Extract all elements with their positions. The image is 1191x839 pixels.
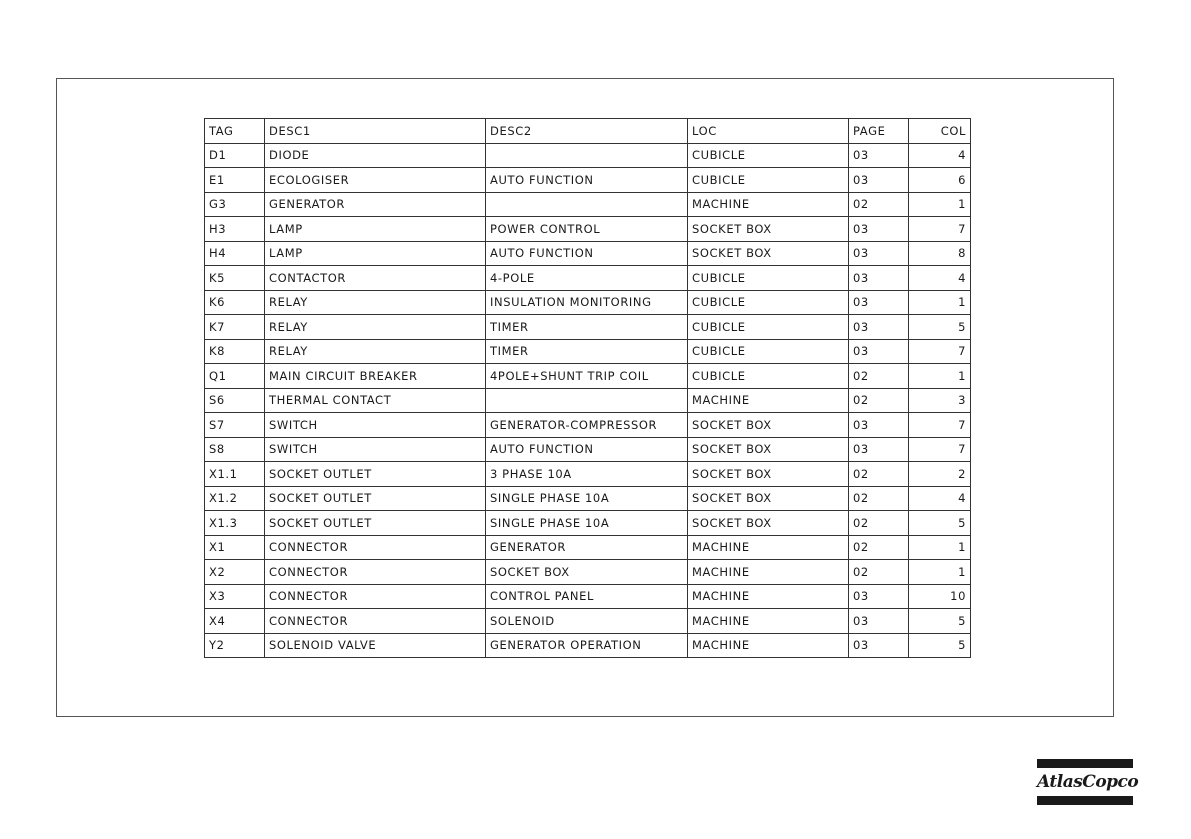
cell-desc1: SWITCH [265, 437, 486, 462]
cell-desc1: CONTACTOR [265, 266, 486, 291]
table-row [205, 584, 971, 609]
cell-desc2 [486, 143, 688, 168]
cell-page: 03 [849, 584, 909, 609]
cell-page: 03 [849, 241, 909, 266]
cell-desc1: DIODE [265, 143, 486, 168]
cell-tag: H3 [205, 217, 265, 242]
cell-tag: K5 [205, 266, 265, 291]
cell-col: 1 [909, 364, 971, 389]
cell-tag: X1.3 [205, 511, 265, 536]
cell-desc2 [486, 388, 688, 413]
cell-desc1: CONNECTOR [265, 560, 486, 585]
cell-tag: K6 [205, 290, 265, 315]
cell-loc: SOCKET BOX [688, 437, 849, 462]
cell-tag: X1.2 [205, 486, 265, 511]
cell-col: 7 [909, 339, 971, 364]
cell-tag: X1.1 [205, 462, 265, 487]
table-row [205, 511, 971, 536]
component-list-table [204, 118, 971, 658]
cell-col: 1 [909, 560, 971, 585]
cell-page: 03 [849, 413, 909, 438]
cell-desc2: SINGLE PHASE 10A [486, 511, 688, 536]
cell-page: 02 [849, 462, 909, 487]
cell-col: 7 [909, 413, 971, 438]
table-row [205, 168, 971, 193]
cell-page: 03 [849, 217, 909, 242]
cell-tag: X4 [205, 609, 265, 634]
cell-tag: Y2 [205, 633, 265, 658]
cell-col: 3 [909, 388, 971, 413]
header-loc: LOC [688, 119, 849, 144]
cell-desc1: LAMP [265, 217, 486, 242]
cell-page: 02 [849, 560, 909, 585]
cell-desc2: SINGLE PHASE 10A [486, 486, 688, 511]
cell-desc1: CONNECTOR [265, 584, 486, 609]
cell-page: 03 [849, 266, 909, 291]
cell-page: 02 [849, 388, 909, 413]
cell-loc: CUBICLE [688, 143, 849, 168]
table-row [205, 143, 971, 168]
header-col: COL [909, 119, 971, 144]
cell-loc: MACHINE [688, 633, 849, 658]
cell-desc1: RELAY [265, 290, 486, 315]
cell-col: 5 [909, 315, 971, 340]
cell-page: 03 [849, 437, 909, 462]
cell-loc: SOCKET BOX [688, 462, 849, 487]
cell-tag: K8 [205, 339, 265, 364]
cell-col: 8 [909, 241, 971, 266]
cell-col: 1 [909, 535, 971, 560]
cell-page: 03 [849, 339, 909, 364]
cell-desc2: GENERATOR [486, 535, 688, 560]
cell-desc2: SOCKET BOX [486, 560, 688, 585]
header-desc2: DESC2 [486, 119, 688, 144]
cell-col: 1 [909, 290, 971, 315]
cell-tag: Q1 [205, 364, 265, 389]
cell-col: 6 [909, 168, 971, 193]
cell-page: 02 [849, 192, 909, 217]
table-row [205, 437, 971, 462]
cell-loc: SOCKET BOX [688, 511, 849, 536]
cell-desc1: SOLENOID VALVE [265, 633, 486, 658]
cell-loc: SOCKET BOX [688, 217, 849, 242]
cell-desc2: AUTO FUNCTION [486, 241, 688, 266]
cell-desc2: SOLENOID [486, 609, 688, 634]
cell-col: 7 [909, 217, 971, 242]
table-row [205, 560, 971, 585]
table-row [205, 633, 971, 658]
cell-desc2: GENERATOR OPERATION [486, 633, 688, 658]
cell-page: 03 [849, 143, 909, 168]
cell-desc1: SOCKET OUTLET [265, 462, 486, 487]
cell-page: 03 [849, 633, 909, 658]
cell-loc: MACHINE [688, 535, 849, 560]
cell-loc: CUBICLE [688, 315, 849, 340]
table-header-row [205, 119, 971, 144]
table-row [205, 486, 971, 511]
cell-page: 03 [849, 168, 909, 193]
table-row [205, 609, 971, 634]
cell-desc2: 3 PHASE 10A [486, 462, 688, 487]
cell-loc: CUBICLE [688, 339, 849, 364]
cell-desc2: AUTO FUNCTION [486, 168, 688, 193]
table-row [205, 535, 971, 560]
cell-page: 02 [849, 511, 909, 536]
cell-desc2: CONTROL PANEL [486, 584, 688, 609]
cell-loc: MACHINE [688, 584, 849, 609]
cell-loc: MACHINE [688, 609, 849, 634]
cell-loc: CUBICLE [688, 364, 849, 389]
cell-desc1: ECOLOGISER [265, 168, 486, 193]
cell-loc: MACHINE [688, 388, 849, 413]
cell-tag: H4 [205, 241, 265, 266]
cell-desc1: LAMP [265, 241, 486, 266]
cell-page: 02 [849, 535, 909, 560]
cell-tag: S8 [205, 437, 265, 462]
logo-top-bar [1037, 759, 1133, 768]
cell-tag: S7 [205, 413, 265, 438]
cell-desc1: RELAY [265, 315, 486, 340]
cell-tag: G3 [205, 192, 265, 217]
cell-loc: SOCKET BOX [688, 241, 849, 266]
cell-desc1: SOCKET OUTLET [265, 486, 486, 511]
table-row [205, 217, 971, 242]
table-row [205, 413, 971, 438]
cell-col: 7 [909, 437, 971, 462]
cell-tag: X2 [205, 560, 265, 585]
cell-tag: S6 [205, 388, 265, 413]
cell-col: 4 [909, 266, 971, 291]
header-page: PAGE [849, 119, 909, 144]
cell-loc: CUBICLE [688, 266, 849, 291]
logo-bottom-bar [1037, 796, 1133, 805]
cell-desc2: TIMER [486, 339, 688, 364]
cell-desc1: SOCKET OUTLET [265, 511, 486, 536]
logo-wordmark: AtlasCopco [1037, 772, 1139, 792]
cell-desc1: CONNECTOR [265, 609, 486, 634]
table-row [205, 315, 971, 340]
header-desc1: DESC1 [265, 119, 486, 144]
cell-desc2: 4-POLE [486, 266, 688, 291]
cell-tag: X3 [205, 584, 265, 609]
table-row [205, 241, 971, 266]
cell-col: 5 [909, 609, 971, 634]
cell-col: 4 [909, 486, 971, 511]
cell-desc1: GENERATOR [265, 192, 486, 217]
cell-tag: K7 [205, 315, 265, 340]
cell-page: 02 [849, 364, 909, 389]
table-row [205, 266, 971, 291]
cell-desc2: TIMER [486, 315, 688, 340]
cell-col: 5 [909, 633, 971, 658]
table-row [205, 192, 971, 217]
cell-desc1: CONNECTOR [265, 535, 486, 560]
cell-loc: MACHINE [688, 192, 849, 217]
table-row [205, 388, 971, 413]
cell-desc1: SWITCH [265, 413, 486, 438]
cell-loc: SOCKET BOX [688, 413, 849, 438]
table-body [205, 143, 971, 658]
cell-tag: D1 [205, 143, 265, 168]
cell-page: 03 [849, 315, 909, 340]
cell-desc2: INSULATION MONITORING [486, 290, 688, 315]
table-row [205, 364, 971, 389]
cell-tag: E1 [205, 168, 265, 193]
cell-desc2: POWER CONTROL [486, 217, 688, 242]
cell-page: 03 [849, 609, 909, 634]
atlas-copco-logo [1037, 759, 1139, 805]
table-row [205, 462, 971, 487]
cell-page: 02 [849, 486, 909, 511]
cell-col: 5 [909, 511, 971, 536]
cell-col: 2 [909, 462, 971, 487]
cell-loc: CUBICLE [688, 290, 849, 315]
cell-desc2: 4POLE+SHUNT TRIP COIL [486, 364, 688, 389]
cell-loc: CUBICLE [688, 168, 849, 193]
table-row [205, 339, 971, 364]
cell-desc2 [486, 192, 688, 217]
cell-desc1: MAIN CIRCUIT BREAKER [265, 364, 486, 389]
cell-tag: X1 [205, 535, 265, 560]
cell-loc: SOCKET BOX [688, 486, 849, 511]
cell-col: 4 [909, 143, 971, 168]
header-tag: TAG [205, 119, 265, 144]
cell-desc1: THERMAL CONTACT [265, 388, 486, 413]
cell-desc1: RELAY [265, 339, 486, 364]
cell-desc2: GENERATOR-COMPRESSOR [486, 413, 688, 438]
cell-desc2: AUTO FUNCTION [486, 437, 688, 462]
table-row [205, 290, 971, 315]
cell-loc: MACHINE [688, 560, 849, 585]
cell-col: 10 [909, 584, 971, 609]
cell-col: 1 [909, 192, 971, 217]
cell-page: 03 [849, 290, 909, 315]
